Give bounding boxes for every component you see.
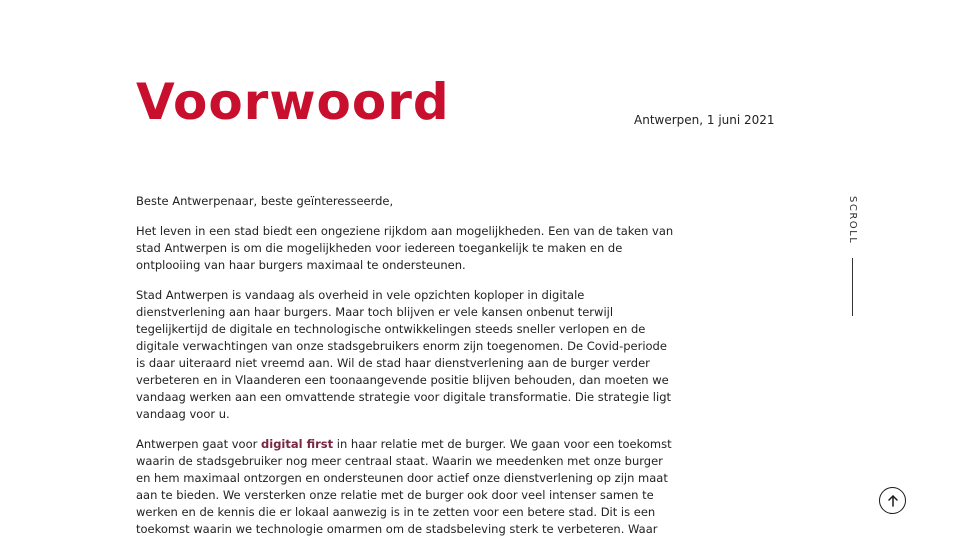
- paragraph-3-line: toekomst waarin we technologie omarmen om de stadsbeleving sterk te verbeteren. Waar: [136, 522, 658, 536]
- paragraph-1-line: ontplooiing van haar burgers maximaal te ondersteunen.: [136, 258, 466, 272]
- paragraph-2-line: tegelijkertijd de digitale en technologische ontwikkelingen steeds sneller verlopen en de: [136, 322, 646, 336]
- paragraph-3-line: en hem maximaal ontzorgen en ondersteunen door actief onze dienstverlening op zijn maat: [136, 471, 668, 485]
- paragraph-2-line: digitale verwachtingen van onze stadsgebruikers enorm zijn toegenomen. De Covid-periode: [136, 339, 667, 353]
- scroll-to-top-button[interactable]: [879, 487, 906, 514]
- paragraph-3-first-line: [136, 436, 672, 453]
- greeting: [136, 193, 626, 210]
- paragraph-3-line: werken en de kennis die er lokaal aanwezig is in te zetten voor een betere stad. Dit is een: [136, 505, 656, 519]
- scroll-indicator: [840, 196, 864, 316]
- paragraph-1: [136, 223, 674, 274]
- foreword-content: [136, 193, 674, 540]
- paragraph-2-line: dienstverlening aan haar burgers. Maar toch blijven er vele kansen onbenut terwijl: [136, 305, 614, 319]
- paragraph-1-line: stad Antwerpen is om die mogelijkheden voor iedereen toegankelijk te maken en de: [136, 241, 623, 255]
- paragraph-3-line: aan te bieden. We versterken onze relatie met de burger ook door veel intenser samen te: [136, 488, 654, 502]
- paragraph-2-line: verbeteren en in Vlaanderen een toonaangevende positie blijven behouden, dan moeten we: [136, 373, 669, 387]
- paragraph-1-line: Het leven in een stad biedt een ongeziene rijkdom aan mogelijkheden. Een van de taken van: [136, 224, 674, 238]
- scroll-label: SCROLL: [847, 196, 858, 245]
- paragraph-3-line: waarin de stadsgebruiker nog meer centraal staat. Waarin we meedenken met onze burger: [136, 454, 663, 468]
- arrow-up-circle-icon: [886, 494, 900, 508]
- paragraph-3: [136, 436, 672, 538]
- paragraph-2-line: vandaag werken aan een omvattende strategie voor digitale transformatie. Die strategie ligt: [136, 390, 672, 404]
- date-location: Antwerpen, 1 juni 2021: [634, 113, 775, 127]
- paragraph-2: [136, 287, 672, 423]
- paragraph-3-text-before: Antwerpen gaat voor: [136, 437, 262, 451]
- paragraph-2-line: is daar uiteraard niet vreemd aan. Wil de stad haar dienstverlening aan de burger verder: [136, 356, 650, 370]
- scroll-line: [852, 258, 853, 316]
- paragraph-2-line: vandaag voor u.: [136, 407, 230, 421]
- paragraph-2-line: Stad Antwerpen is vandaag als overheid in vele opzichten koploper in digitale: [136, 288, 585, 302]
- greeting-text: Beste Antwerpenaar, beste geïnteresseerde,: [136, 194, 394, 208]
- digital-first-highlight: digital first: [261, 437, 334, 451]
- paragraph-3-text-after: in haar relatie met de burger. We gaan voor een toekomst: [333, 437, 672, 451]
- page-title: Voorwoord: [136, 73, 450, 131]
